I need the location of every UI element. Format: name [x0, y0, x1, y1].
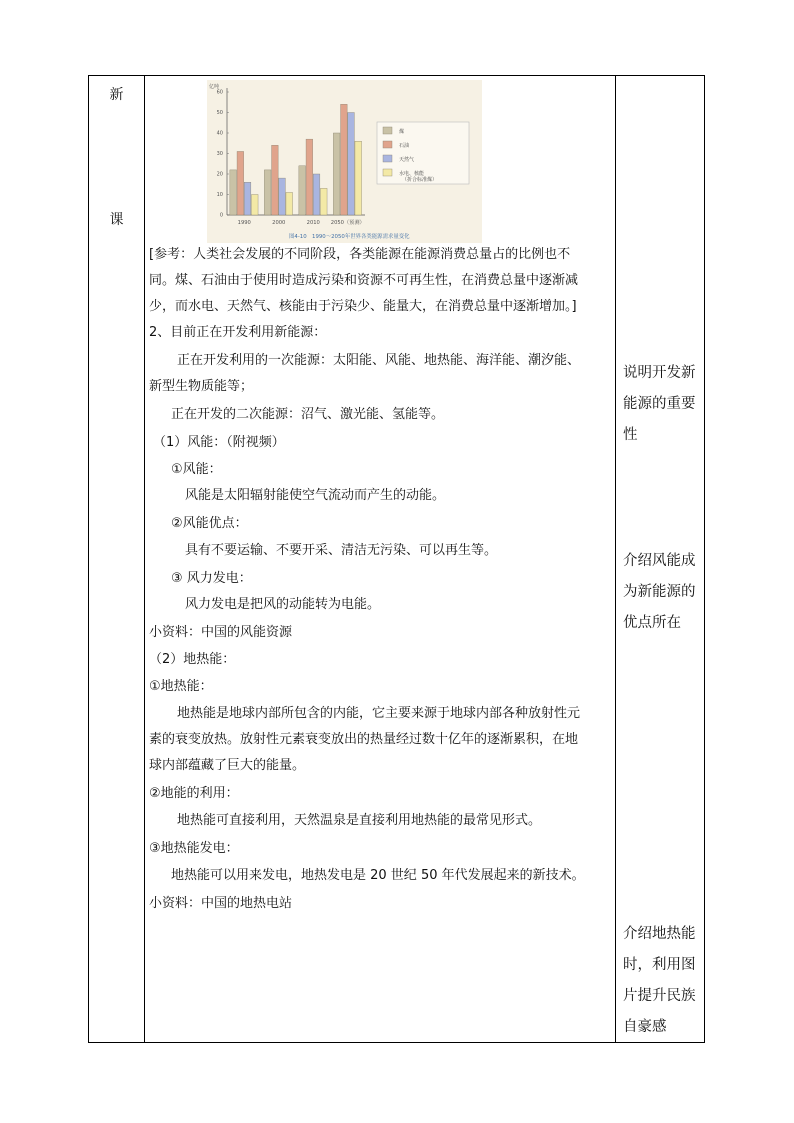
wind-item-2-text: 具有不要运输、不要开采、清洁无污染、可以再生等。 — [185, 543, 498, 558]
note-2-line-3: 优点所在 — [623, 615, 681, 631]
note-3-line-4: 自豪感 — [623, 1019, 667, 1035]
legend-label-0: 煤 — [399, 129, 405, 135]
wind-item-1-text: 风能是太阳辐射能使空气流动而产生的动能。 — [185, 488, 446, 503]
bar-3-3 — [355, 141, 362, 215]
geothermal-item-2-title: ②地能的利用： — [149, 786, 239, 801]
primary-energy-line-1: 正在开发利用的一次能源：太阳能、风能、地热能、海洋能、潮汐能、 — [177, 353, 581, 368]
geothermal-item-2-text: 地热能可直接利用，天然温泉是直接利用地热能的最常见形式。 — [177, 813, 542, 828]
legend-swatch-2 — [383, 155, 392, 162]
legend-swatch-3 — [383, 169, 392, 176]
section-2-heading: 2、目前正在开发利用新能源： — [149, 325, 327, 340]
bar-0-3 — [333, 133, 340, 215]
wind-heading: （1）风能：（附视频） — [153, 435, 285, 450]
geothermal-text-line-1: 地热能是地球内部所包含的内能，它主要来源于地球内部各种放射性元 — [177, 706, 581, 721]
reference-line-3: 少，而水电、天然气、核能由于污染少、能量大，在消费总量中逐渐增加。] — [149, 299, 577, 314]
reference-line-2: 同。煤、石油由于使用时造成污染和资源不可再生性，在消费总量中逐渐减 — [149, 273, 579, 288]
y-tick-label: 60 — [216, 89, 223, 96]
section-label-column — [89, 76, 144, 1042]
x-tick-label: 2050（预测） — [330, 220, 365, 226]
legend-label-3: 水电、核能 — [399, 171, 425, 177]
y-tick-label: 40 — [216, 130, 223, 137]
wind-item-2-title: ②风能优点： — [171, 516, 248, 531]
y-tick-label: 50 — [216, 110, 223, 116]
note-1-line-2: 能源的重要 — [623, 396, 696, 412]
note-1-line-1: 说明开发新 — [623, 365, 696, 381]
legend-label-note: （折合标准煤） — [402, 177, 438, 183]
lesson-content — [145, 76, 615, 1042]
legend-label-2: 天然气 — [399, 157, 415, 163]
bar-3-1 — [286, 192, 293, 215]
x-tick-label: 1990 — [237, 220, 251, 226]
wind-item-3-title: ③ 风力发电： — [171, 571, 252, 586]
bar-2-1 — [279, 178, 286, 215]
section-label-char-2: 课 — [109, 212, 124, 228]
geothermal-item-3-text: 地热能可以用来发电，地热发电是 20 世纪 50 年代发展起来的新技术。 — [171, 868, 585, 883]
chart-unit-label: 亿吨 — [209, 84, 220, 90]
geothermal-text-line-2: 素的衰变放热。放射性元素衰变放出的热量经过数十亿年的逐渐累积，在地 — [149, 732, 579, 747]
y-tick-label: 20 — [216, 171, 223, 178]
bar-2-0 — [244, 182, 251, 215]
note-3-line-2: 时，利用图 — [623, 957, 696, 973]
note-1-line-3: 性 — [623, 427, 638, 443]
note-2-line-2: 为新能源的 — [623, 584, 696, 600]
note-3-line-1: 介绍地热能 — [623, 926, 696, 942]
geothermal-info: 小资料：中国的地热电站 — [149, 896, 293, 911]
bar-3-0 — [251, 195, 258, 216]
bar-3-2 — [320, 188, 327, 215]
lesson-table — [88, 75, 705, 1043]
legend-swatch-0 — [383, 127, 392, 134]
y-tick-label: 10 — [216, 192, 223, 198]
x-tick-label: 2000 — [272, 220, 286, 226]
bar-1-1 — [272, 145, 279, 215]
chart-caption: 图4-10 1990～2050年世界各类能源需求量变化 — [289, 234, 410, 240]
legend-swatch-1 — [383, 141, 392, 148]
geothermal-text-line-3: 球内部蕴藏了巨大的能量。 — [149, 758, 306, 773]
y-tick-label: 0 — [219, 212, 223, 219]
bar-1-3 — [341, 104, 348, 215]
y-tick-label: 30 — [216, 151, 223, 157]
reference-line-1: [参考：人类社会发展的不同阶段，各类能源在能源消费总量占的比例也不 — [149, 247, 571, 262]
wind-item-1-title: ①风能： — [171, 462, 222, 477]
section-label-char-1: 新 — [109, 87, 124, 103]
bar-2-3 — [348, 113, 355, 216]
bar-1-0 — [237, 151, 244, 215]
primary-energy-line-2: 新型生物质能等； — [149, 379, 254, 394]
secondary-energy: 正在开发的二次能源：沼气、激光能、氢能等。 — [171, 407, 445, 422]
wind-item-3-text: 风力发电是把风的动能转为电能。 — [185, 597, 381, 612]
geothermal-item-3-title: ③地热能发电： — [149, 841, 239, 856]
x-tick-label: 2010 — [306, 220, 320, 226]
bar-0-0 — [230, 170, 237, 215]
geothermal-heading: （2）地热能： — [149, 652, 236, 667]
note-3-line-3: 片提升民族 — [623, 988, 696, 1004]
bar-0-2 — [299, 166, 306, 215]
bar-0-1 — [264, 170, 271, 215]
teaching-notes-column — [616, 76, 705, 1042]
wind-info: 小资料：中国的风能资源 — [149, 625, 293, 640]
legend-label-1: 石油 — [399, 143, 410, 149]
energy-demand-chart — [207, 80, 482, 243]
note-2-line-1: 介绍风能成 — [623, 553, 696, 569]
bar-2-2 — [313, 174, 320, 215]
bar-1-2 — [306, 139, 313, 215]
geothermal-item-1-title: ①地热能： — [149, 679, 213, 694]
chart-svg — [207, 80, 482, 243]
